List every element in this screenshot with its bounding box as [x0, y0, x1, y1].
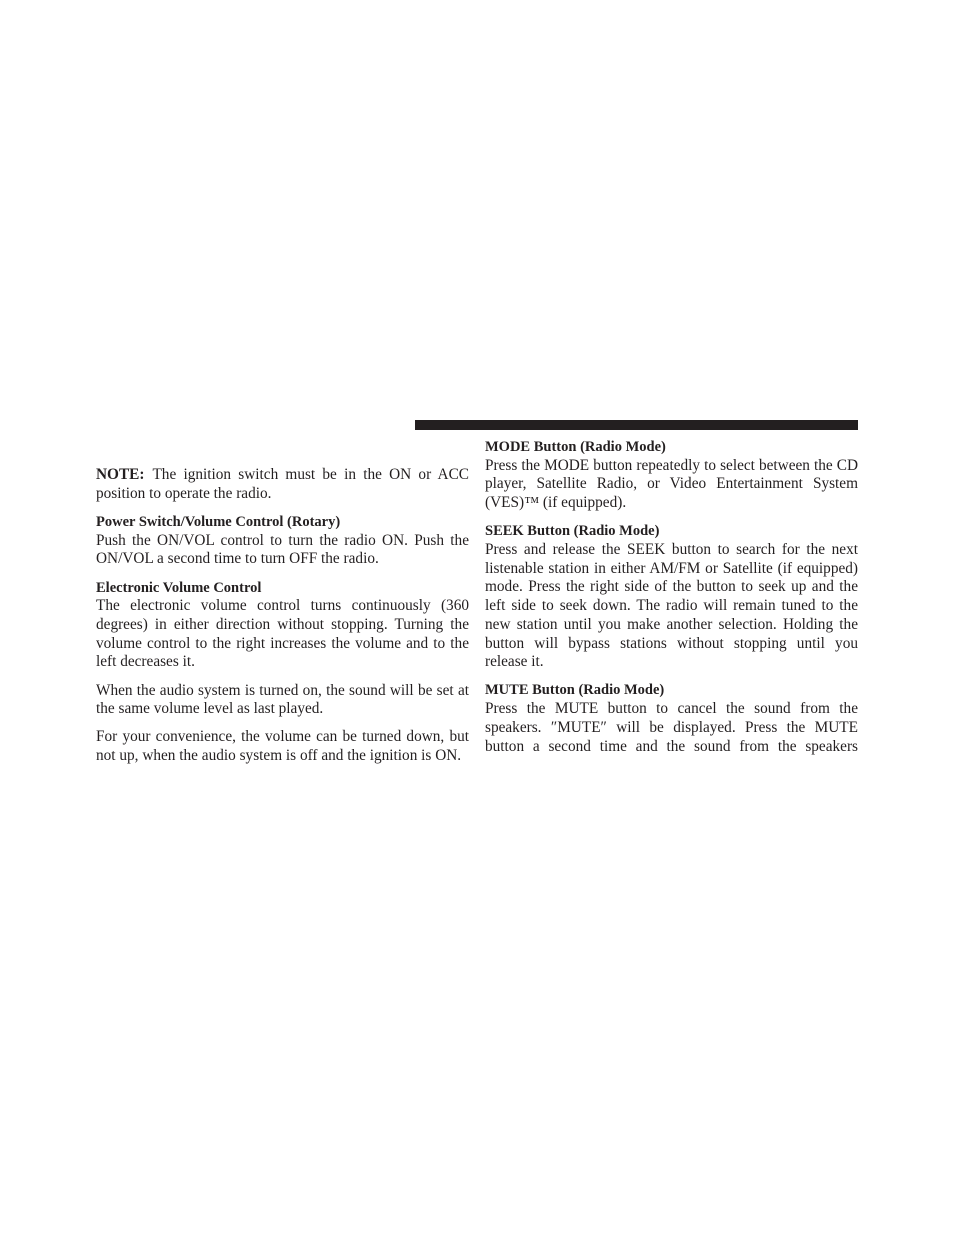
power-switch-body: Push the ON/VOL control to turn the radio ON. Push the ON/VOL a second time to turn OFF the radio. [96, 531, 469, 568]
audio-on-paragraph: When the audio system is turned on, the sound will be set at the same volume level as last played. [96, 681, 469, 718]
section-divider-bar [415, 420, 858, 430]
mute-button-body: Press the MUTE button to cancel the sound from the speakers. ″MUTE″ will be displayed. Press the MUTE button a second time and the sound from the speakers [485, 700, 858, 755]
mode-button-body: Press the MODE button repeatedly to select between the CD player, Satellite Radio, or Video Entertainment System (VES)™ (if equipped). [485, 456, 858, 512]
convenience-paragraph: For your convenience, the volume can be turned down, but not up, when the audio system is off and the ignition is ON. [96, 728, 469, 765]
seek-button-body: Press and release the SEEK button to search for the next listenable station in either AM/FM or Satellite (if equipped) mode. Press the right side of the button to seek up and the left side to seek down. The radio will remain tuned to the new station until you make another selection. Holding the button will bypass stations without stopping until you release it. [485, 541, 858, 671]
note-paragraph [96, 466, 469, 503]
note-label: NOTE: [96, 466, 145, 483]
mode-button-heading: MODE Button (Radio Mode) [485, 439, 666, 455]
electronic-volume-body: The electronic volume control turns continuously (360 degrees) in either direction without stopping. Turning the volume control to the right increases the volume and to the left decreases it. [96, 597, 469, 671]
seek-button-heading: SEEK Button (Radio Mode) [485, 523, 660, 540]
note-text: The ignition switch must be in the ON or ACC position to operate the radio. [96, 466, 469, 502]
left-column [96, 466, 469, 766]
right-column [485, 438, 858, 756]
electronic-volume-heading: Electronic Volume Control [96, 579, 262, 596]
mute-button-heading: MUTE Button (Radio Mode) [485, 682, 665, 699]
power-switch-heading: Power Switch/Volume Control (Rotary) [96, 513, 341, 530]
